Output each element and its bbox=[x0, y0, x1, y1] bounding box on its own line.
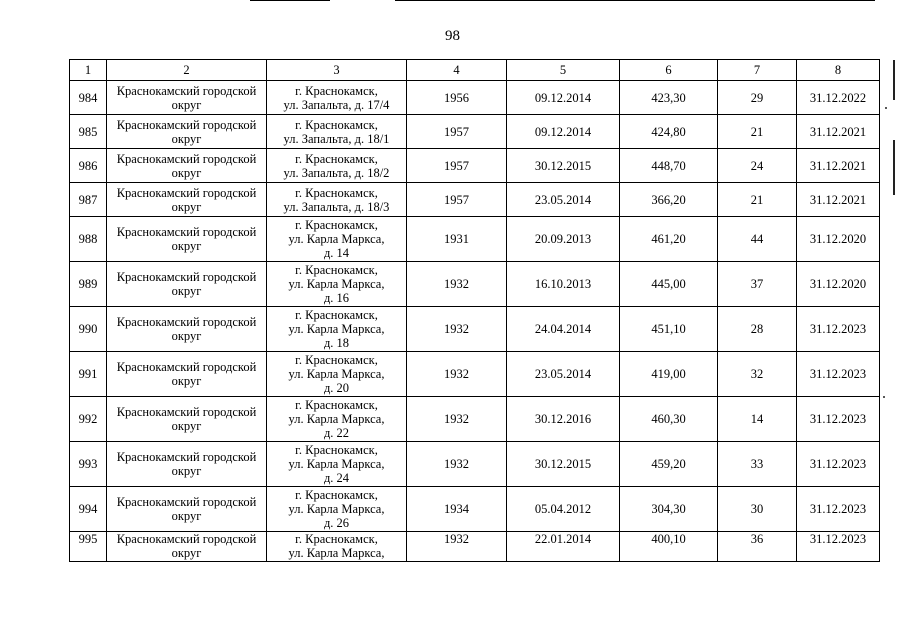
deadline-cell: 31.12.2021 bbox=[797, 115, 880, 149]
header-row bbox=[70, 60, 880, 81]
address-line: д. 26 bbox=[323, 516, 350, 530]
count-cell: 37 bbox=[718, 262, 797, 307]
area-cell: 460,30 bbox=[620, 397, 718, 442]
municipality-cell: Краснокамский городской округ bbox=[107, 352, 267, 397]
column-header: 4 bbox=[407, 60, 507, 81]
date-cell: 24.04.2014 bbox=[507, 307, 620, 352]
count-cell: 44 bbox=[718, 217, 797, 262]
row-number-cell: 995 bbox=[70, 532, 107, 562]
area-cell: 424,80 bbox=[620, 115, 718, 149]
address-line: ул. Запальта, д. 18/2 bbox=[283, 165, 390, 180]
table-row bbox=[70, 115, 880, 149]
address-line: г. Краснокамск, bbox=[295, 532, 378, 546]
scan-edge-dot bbox=[885, 107, 887, 109]
table-row bbox=[70, 487, 880, 532]
deadline-cell: 31.12.2020 bbox=[797, 217, 880, 262]
row-number-cell: 991 bbox=[70, 352, 107, 397]
count-cell: 21 bbox=[718, 115, 797, 149]
year-cell: 1957 bbox=[407, 115, 507, 149]
municipality-cell: Краснокамский городской округ bbox=[107, 487, 267, 532]
address-line: г. Краснокамск, bbox=[295, 218, 378, 232]
address-line: ул. Запальта, д. 18/3 bbox=[283, 199, 390, 214]
table-row bbox=[70, 352, 880, 397]
deadline-cell: 31.12.2023 bbox=[797, 532, 880, 562]
row-number-cell: 987 bbox=[70, 183, 107, 217]
area-cell: 304,30 bbox=[620, 487, 718, 532]
date-cell: 30.12.2016 bbox=[507, 397, 620, 442]
date-cell: 30.12.2015 bbox=[507, 149, 620, 183]
table-row bbox=[70, 183, 880, 217]
address-line: г. Краснокамск, bbox=[295, 488, 378, 502]
column-header: 7 bbox=[718, 60, 797, 81]
year-cell: 1932 bbox=[407, 397, 507, 442]
deadline-cell: 31.12.2021 bbox=[797, 183, 880, 217]
address-line: д. 22 bbox=[323, 426, 350, 440]
municipality-cell: Краснокамский городской округ bbox=[107, 183, 267, 217]
column-header: 5 bbox=[507, 60, 620, 81]
area-cell: 448,70 bbox=[620, 149, 718, 183]
address-line: д. 16 bbox=[323, 291, 350, 305]
address-cell bbox=[267, 397, 407, 442]
address-line: ул. Карла Маркса, bbox=[288, 412, 385, 426]
municipality-cell: Краснокамский городской округ bbox=[107, 262, 267, 307]
column-header: 8 bbox=[797, 60, 880, 81]
address-cell bbox=[267, 352, 407, 397]
year-cell: 1932 bbox=[407, 532, 507, 562]
address-line: ул. Карла Маркса, bbox=[288, 546, 385, 560]
column-header: 3 bbox=[267, 60, 407, 81]
address-line: д. 24 bbox=[323, 471, 350, 485]
area-cell: 451,10 bbox=[620, 307, 718, 352]
address-line: г. Краснокамск, bbox=[295, 443, 378, 457]
date-cell: 05.04.2012 bbox=[507, 487, 620, 532]
municipality-cell: Краснокамский городской округ bbox=[107, 115, 267, 149]
table-row bbox=[70, 442, 880, 487]
deadline-cell: 31.12.2023 bbox=[797, 352, 880, 397]
address-line: г. Краснокамск, bbox=[295, 83, 378, 98]
count-cell: 33 bbox=[718, 442, 797, 487]
row-number-cell: 986 bbox=[70, 149, 107, 183]
year-cell: 1957 bbox=[407, 183, 507, 217]
address-line: г. Краснокамск, bbox=[295, 398, 378, 412]
table-row bbox=[70, 81, 880, 115]
count-cell: 36 bbox=[718, 532, 797, 562]
address-line: ул. Карла Маркса, bbox=[288, 277, 385, 291]
date-cell: 16.10.2013 bbox=[507, 262, 620, 307]
address-line: г. Краснокамск, bbox=[295, 308, 378, 322]
address-line: г. Краснокамск, bbox=[295, 263, 378, 277]
count-cell: 29 bbox=[718, 81, 797, 115]
area-cell: 461,20 bbox=[620, 217, 718, 262]
address-line: д. 18 bbox=[323, 336, 350, 350]
address-cell bbox=[267, 262, 407, 307]
scan-top-rule-left bbox=[250, 0, 330, 1]
row-number-cell: 984 bbox=[70, 81, 107, 115]
address-line: ул. Карла Маркса, bbox=[288, 502, 385, 516]
row-number-cell: 993 bbox=[70, 442, 107, 487]
page-number: 98 bbox=[445, 28, 460, 44]
date-cell: 20.09.2013 bbox=[507, 217, 620, 262]
address-line: г. Краснокамск, bbox=[295, 117, 378, 132]
scan-top-rule-right bbox=[395, 0, 875, 1]
date-cell: 23.05.2014 bbox=[507, 183, 620, 217]
address-cell bbox=[267, 115, 407, 149]
address-line: г. Краснокамск, bbox=[295, 151, 378, 166]
count-cell: 24 bbox=[718, 149, 797, 183]
date-cell: 30.12.2015 bbox=[507, 442, 620, 487]
date-cell: 09.12.2014 bbox=[507, 81, 620, 115]
address-line: ул. Запальта, д. 18/1 bbox=[283, 131, 390, 146]
address-cell bbox=[267, 487, 407, 532]
area-cell: 400,10 bbox=[620, 532, 718, 562]
date-cell: 23.05.2014 bbox=[507, 352, 620, 397]
area-cell: 459,20 bbox=[620, 442, 718, 487]
address-cell bbox=[267, 149, 407, 183]
year-cell: 1932 bbox=[407, 307, 507, 352]
deadline-cell: 31.12.2023 bbox=[797, 397, 880, 442]
column-header: 2 bbox=[107, 60, 267, 81]
count-cell: 30 bbox=[718, 487, 797, 532]
address-line: ул. Карла Маркса, bbox=[288, 232, 385, 246]
address-line: ул. Карла Маркса, bbox=[288, 457, 385, 471]
address-cell bbox=[267, 442, 407, 487]
row-number-cell: 994 bbox=[70, 487, 107, 532]
municipality-cell: Краснокамский городской округ bbox=[107, 307, 267, 352]
year-cell: 1931 bbox=[407, 217, 507, 262]
address-cell bbox=[267, 307, 407, 352]
table-row bbox=[70, 262, 880, 307]
count-cell: 21 bbox=[718, 183, 797, 217]
row-number-cell: 990 bbox=[70, 307, 107, 352]
area-cell: 423,30 bbox=[620, 81, 718, 115]
deadline-cell: 31.12.2023 bbox=[797, 307, 880, 352]
address-cell bbox=[267, 217, 407, 262]
deadline-cell: 31.12.2021 bbox=[797, 149, 880, 183]
municipality-cell: Краснокамский городской округ bbox=[107, 149, 267, 183]
scan-edge-mark bbox=[893, 60, 895, 100]
count-cell: 32 bbox=[718, 352, 797, 397]
municipality-cell: Краснокамский городской округ bbox=[107, 442, 267, 487]
deadline-cell: 31.12.2022 bbox=[797, 81, 880, 115]
table-row bbox=[70, 149, 880, 183]
municipality-cell: Краснокамский городской округ bbox=[107, 217, 267, 262]
year-cell: 1934 bbox=[407, 487, 507, 532]
address-cell bbox=[267, 81, 407, 115]
table-row bbox=[70, 532, 880, 562]
year-cell: 1956 bbox=[407, 81, 507, 115]
row-number-cell: 988 bbox=[70, 217, 107, 262]
year-cell: 1932 bbox=[407, 442, 507, 487]
scan-edge-mark bbox=[893, 140, 895, 195]
table-row bbox=[70, 217, 880, 262]
row-number-cell: 992 bbox=[70, 397, 107, 442]
address-cell bbox=[267, 532, 407, 562]
area-cell: 445,00 bbox=[620, 262, 718, 307]
registry-table bbox=[69, 59, 880, 562]
address-line: д. 14 bbox=[323, 246, 350, 260]
address-line: ул. Запальта, д. 17/4 bbox=[283, 97, 390, 112]
year-cell: 1957 bbox=[407, 149, 507, 183]
table-row bbox=[70, 397, 880, 442]
table-body bbox=[70, 81, 880, 562]
column-header: 6 bbox=[620, 60, 718, 81]
area-cell: 419,00 bbox=[620, 352, 718, 397]
scan-edge-dot bbox=[883, 396, 885, 398]
year-cell: 1932 bbox=[407, 352, 507, 397]
address-cell bbox=[267, 183, 407, 217]
address-line: д. 20 bbox=[323, 381, 350, 395]
municipality-cell: Краснокамский городской округ bbox=[107, 532, 267, 562]
deadline-cell: 31.12.2023 bbox=[797, 487, 880, 532]
column-header: 1 bbox=[70, 60, 107, 81]
year-cell: 1932 bbox=[407, 262, 507, 307]
row-number-cell: 985 bbox=[70, 115, 107, 149]
address-line: ул. Карла Маркса, bbox=[288, 367, 385, 381]
address-line: ул. Карла Маркса, bbox=[288, 322, 385, 336]
deadline-cell: 31.12.2023 bbox=[797, 442, 880, 487]
date-cell: 22.01.2014 bbox=[507, 532, 620, 562]
count-cell: 28 bbox=[718, 307, 797, 352]
deadline-cell: 31.12.2020 bbox=[797, 262, 880, 307]
municipality-cell: Краснокамский городской округ bbox=[107, 81, 267, 115]
table-row bbox=[70, 307, 880, 352]
date-cell: 09.12.2014 bbox=[507, 115, 620, 149]
address-line: г. Краснокамск, bbox=[295, 353, 378, 367]
count-cell: 14 bbox=[718, 397, 797, 442]
municipality-cell: Краснокамский городской округ bbox=[107, 397, 267, 442]
row-number-cell: 989 bbox=[70, 262, 107, 307]
area-cell: 366,20 bbox=[620, 183, 718, 217]
address-line: г. Краснокамск, bbox=[295, 185, 378, 200]
